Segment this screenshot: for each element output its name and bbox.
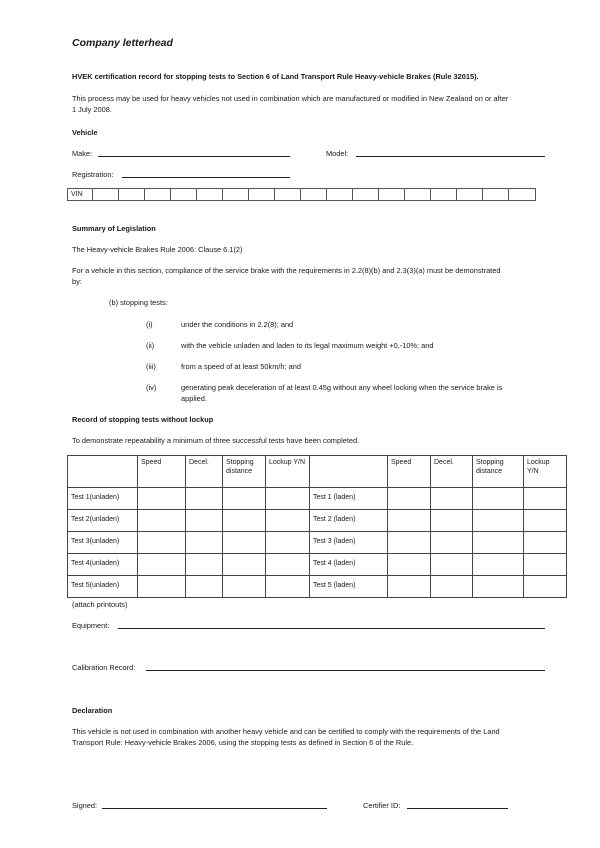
laden-decel-cell[interactable]: [431, 488, 473, 510]
column-header-speed: Speed: [388, 456, 431, 488]
calibration-record-field[interactable]: [146, 670, 545, 671]
clause-number: (i): [146, 320, 153, 329]
vin-character-cell[interactable]: [379, 189, 405, 200]
column-header-lockup: Lockup Y/N: [524, 456, 567, 488]
laden-lockup-cell[interactable]: [524, 510, 567, 532]
column-header-speed: Speed: [138, 456, 186, 488]
intro-text-line-2: 1 July 2008.: [72, 105, 112, 114]
make-field[interactable]: [98, 156, 290, 157]
model-label: Model:: [326, 149, 349, 158]
unladen-lockup-cell[interactable]: [266, 576, 310, 598]
vin-character-cell[interactable]: [509, 189, 535, 200]
intro-text-line-1: This process may be used for heavy vehicles not used in combination which are manufactured or modified in New Zealand on or after: [72, 94, 509, 103]
unladen-decel-cell[interactable]: [186, 532, 223, 554]
unladen-speed-cell[interactable]: [138, 532, 186, 554]
test-laden-label: Test 4 (laden): [310, 554, 388, 576]
table-row: [68, 510, 567, 532]
clause-text: under the conditions in 2.2(8); and: [181, 320, 294, 329]
unladen-speed-cell[interactable]: [138, 554, 186, 576]
unladen-stopping-distance-cell[interactable]: [223, 488, 266, 510]
vin-character-cell[interactable]: [249, 189, 275, 200]
laden-speed-cell[interactable]: [388, 576, 431, 598]
column-header-decel: Decel.: [186, 456, 223, 488]
test-unladen-label: Test 3(unladen): [68, 532, 138, 554]
laden-speed-cell[interactable]: [388, 488, 431, 510]
attach-printouts-note: (attach printouts): [72, 600, 128, 609]
clause-number: (iii): [146, 362, 156, 371]
test-laden-label: Test 3 (laden): [310, 532, 388, 554]
unladen-decel-cell[interactable]: [186, 510, 223, 532]
equipment-field[interactable]: [118, 628, 545, 629]
test-unladen-label: Test 5(unladen): [68, 576, 138, 598]
model-field[interactable]: [356, 156, 545, 157]
unladen-stopping-distance-cell[interactable]: [223, 510, 266, 532]
vin-character-cell[interactable]: [301, 189, 327, 200]
laden-lockup-cell[interactable]: [524, 532, 567, 554]
table-row: [68, 532, 567, 554]
vehicle-heading: Vehicle: [72, 128, 98, 137]
company-letterhead: Company letterhead: [72, 37, 173, 49]
test-unladen-label: Test 4(unladen): [68, 554, 138, 576]
clause-text: with the vehicle unladen and laden to its legal maximum weight +0,-10%; and: [181, 341, 434, 350]
registration-label: Registration:: [72, 170, 114, 179]
vin-character-cell[interactable]: [327, 189, 353, 200]
laden-lockup-cell[interactable]: [524, 576, 567, 598]
unladen-stopping-distance-cell[interactable]: [223, 554, 266, 576]
document-title: HVEK certification record for stopping tests to Section 6 of Land Transport Rule Heavy-vehicle Brakes (Rule 32015).: [72, 72, 479, 81]
clause-number: (iv): [146, 383, 157, 392]
record-intro: To demonstrate repeatability a minimum of three successful tests have been completed.: [72, 436, 360, 445]
vin-character-cell[interactable]: [197, 189, 223, 200]
legislation-paragraph-line-2: by:: [72, 277, 82, 286]
column-header-decel: Decel.: [431, 456, 473, 488]
unladen-speed-cell[interactable]: [138, 510, 186, 532]
vin-character-cell[interactable]: [275, 189, 301, 200]
unladen-speed-cell[interactable]: [138, 576, 186, 598]
test-unladen-label: Test 1(unladen): [68, 488, 138, 510]
legislation-paragraph-line-1: For a vehicle in this section, compliance of the service brake with the requirements in 2.2(8)(b) and 2.3(3)(a) must be demonstrated: [72, 266, 501, 275]
make-label: Make:: [72, 149, 93, 158]
laden-speed-cell[interactable]: [388, 510, 431, 532]
laden-stopping-distance-cell[interactable]: [473, 532, 524, 554]
vin-field: [67, 188, 536, 201]
vin-character-cell[interactable]: [405, 189, 431, 200]
unladen-speed-cell[interactable]: [138, 488, 186, 510]
laden-stopping-distance-cell[interactable]: [473, 576, 524, 598]
test-unladen-label: Test 2(unladen): [68, 510, 138, 532]
vin-character-cell[interactable]: [483, 189, 509, 200]
vin-character-cell[interactable]: [145, 189, 171, 200]
record-heading: Record of stopping tests without lockup: [72, 415, 214, 424]
unladen-lockup-cell[interactable]: [266, 554, 310, 576]
clause-text: generating peak deceleration of at least 0.45g without any wheel locking when the service brake is: [181, 383, 503, 392]
vin-character-cell[interactable]: [171, 189, 197, 200]
laden-speed-cell[interactable]: [388, 554, 431, 576]
equipment-label: Equipment:: [72, 621, 110, 630]
declaration-text-line-1: This vehicle is not used in combination with another heavy vehicle and can be certified to comply with the requirements of the Land: [72, 727, 500, 736]
clause-number: (ii): [146, 341, 155, 350]
laden-decel-cell[interactable]: [431, 554, 473, 576]
laden-decel-cell[interactable]: [431, 532, 473, 554]
vin-character-cell[interactable]: [119, 189, 145, 200]
laden-decel-cell[interactable]: [431, 576, 473, 598]
unladen-decel-cell[interactable]: [186, 576, 223, 598]
clause-text: from a speed of at least 50km/h; and: [181, 362, 301, 371]
laden-stopping-distance-cell[interactable]: [473, 554, 524, 576]
stopping-tests-subheading: (b) stopping tests:: [109, 298, 168, 307]
vin-character-cell[interactable]: [223, 189, 249, 200]
rule-reference: The Heavy-vehicle Brakes Rule 2006: Clause 6.1(2): [72, 245, 243, 254]
test-laden-label: Test 1 (laden): [310, 488, 388, 510]
column-header-lockup: Lockup Y/N: [266, 456, 310, 488]
signed-label: Signed:: [72, 801, 98, 810]
laden-speed-cell[interactable]: [388, 532, 431, 554]
legislation-heading: Summary of Legislation: [72, 224, 156, 233]
laden-stopping-distance-cell[interactable]: [473, 510, 524, 532]
unladen-lockup-cell[interactable]: [266, 532, 310, 554]
table-header-row: [68, 456, 567, 488]
declaration-text-line-2: Transport Rule: Heavy-vehicle Brakes 2006, using the stopping tests as defined in Section 6 of the Rule.: [72, 738, 414, 747]
unladen-stopping-distance-cell[interactable]: [223, 576, 266, 598]
unladen-stopping-distance-cell[interactable]: [223, 532, 266, 554]
laden-stopping-distance-cell[interactable]: [473, 488, 524, 510]
column-header-stopping-distance: Stopping distance: [223, 456, 266, 488]
vin-label: VIN: [68, 189, 93, 200]
declaration-heading: Declaration: [72, 706, 113, 715]
signature-field[interactable]: [102, 808, 327, 809]
vin-character-cell[interactable]: [431, 189, 457, 200]
stopping-tests-table: [67, 455, 567, 598]
vin-character-cell[interactable]: [93, 189, 119, 200]
unladen-lockup-cell[interactable]: [266, 510, 310, 532]
test-laden-label: Test 5 (laden): [310, 576, 388, 598]
registration-field[interactable]: [122, 177, 290, 178]
vin-character-cell[interactable]: [353, 189, 379, 200]
laden-lockup-cell[interactable]: [524, 488, 567, 510]
vin-character-cell[interactable]: [457, 189, 483, 200]
unladen-lockup-cell[interactable]: [266, 488, 310, 510]
table-row: [68, 554, 567, 576]
certifier-id-label: Certifier ID:: [363, 801, 401, 810]
column-header: [310, 456, 388, 488]
calibration-record-label: Calibration Record:: [72, 663, 136, 672]
unladen-decel-cell[interactable]: [186, 554, 223, 576]
table-row: [68, 576, 567, 598]
clause-text-continued: applied.: [181, 394, 207, 403]
laden-lockup-cell[interactable]: [524, 554, 567, 576]
unladen-decel-cell[interactable]: [186, 488, 223, 510]
table-row: [68, 488, 567, 510]
column-header-stopping-distance: Stopping distance: [473, 456, 524, 488]
certifier-id-field[interactable]: [407, 808, 508, 809]
test-laden-label: Test 2 (laden): [310, 510, 388, 532]
column-header: [68, 456, 138, 488]
laden-decel-cell[interactable]: [431, 510, 473, 532]
